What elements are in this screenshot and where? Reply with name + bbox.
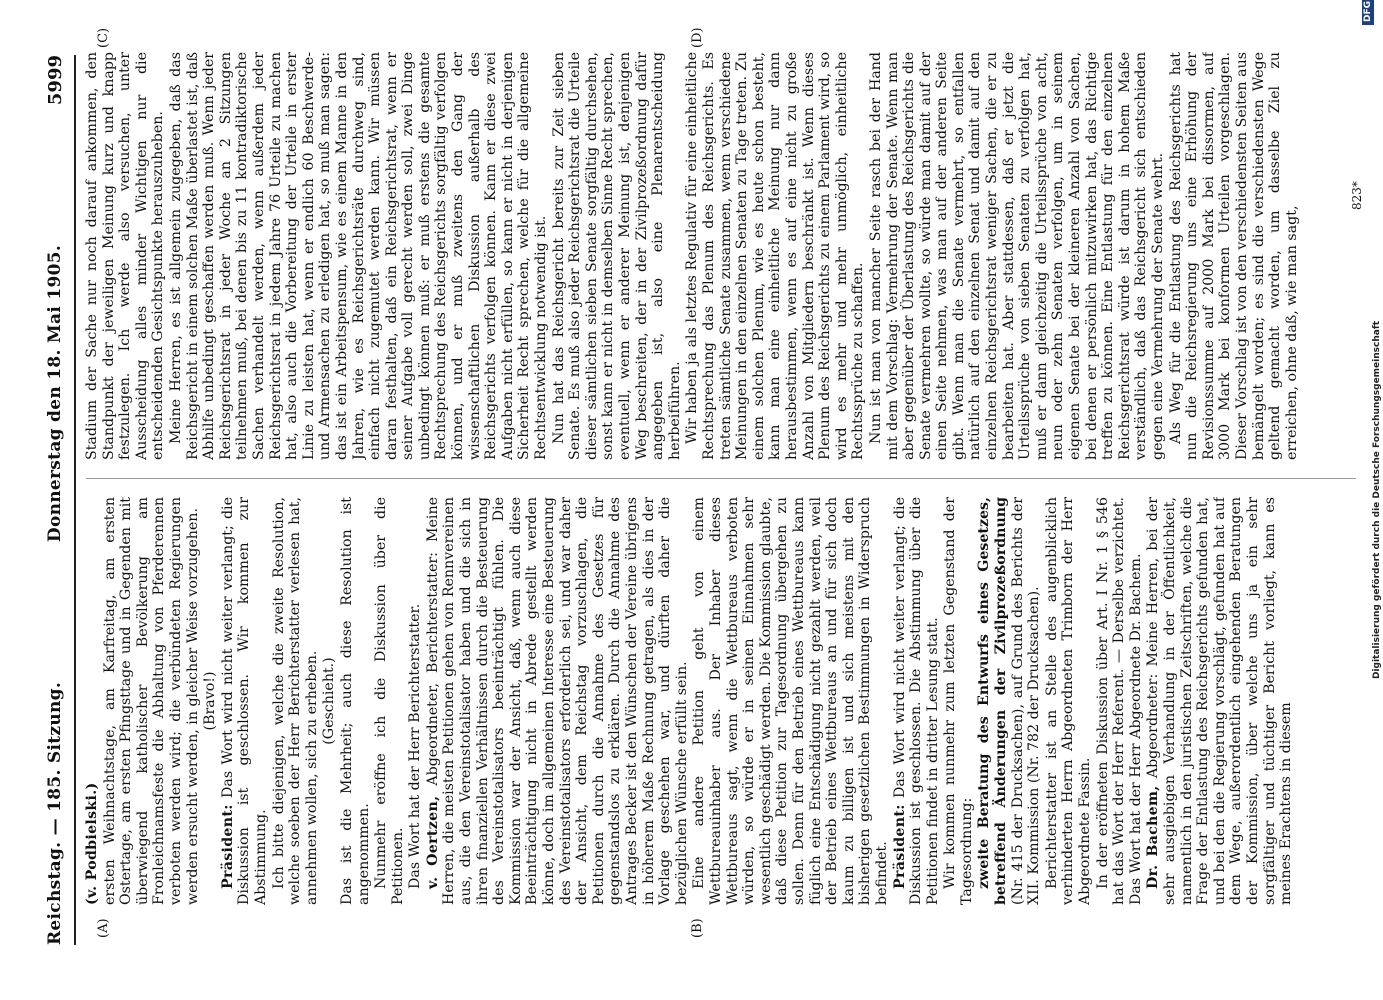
paragraph-text: Abgeordneter, Berichterstatter: Meine Herren, die meisten Petitionen gehen von Rennvereinen aus, die den Vereinstotalisator haben und die sich in ihren finanziellen Verhältnissen durch die Besteuerung des Vereinstotalisators beeinträchtigt fühlen. Die Kommission war der Ansicht, daß, wenn auch diese Beeinträchtigung nicht in Abrede gestellt werden könne, doch im allgemeinen Interesse eine Besteuerung des Vereinstotalisators erforderlich sei, und war daher der Ansicht, dem Reichstag vorzuschlagen, die Petitionen durch die Annahme des Gesetzes für gegenstandslos zu erklären. Durch die Annahme des Antrages Becker ist den Wünschen der Vereine übrigens in höherem Maße Rechnung getragen, als dies in der Vorlage geschehen war, und dürften daher die bezüglichen Wünsche erfüllt sein. [424, 497, 690, 905]
paragraph [102, 497, 202, 905]
paragraph-text: In der eröffneten Diskussion über Art. I Nr. 1 § 546 hat das Wort der Herr Referent. — Derselbe verzichtet. Das Wort hat der Herr Abgeordnete Dr. Bachem. [1094, 497, 1144, 905]
paragraph-text: Nunmehr eröffne ich die Diskussion über die Petitionen. [373, 497, 406, 905]
paragraph [220, 497, 270, 905]
paragraph [1168, 52, 1301, 460]
paragraph [1095, 497, 1145, 905]
page-header [40, 55, 70, 945]
agenda-heading: zweite Beratung des Entwurfs eines Gesetzes, betreffend Änderungen der Zivilprozeßordnung [976, 497, 1010, 905]
paragraph [84, 52, 167, 460]
paragraph-text: Eine andere Petition geht von einem Wettbureauinhaber aus. Der Inhaber dieses Wettbureaus sagt, wenn die Wettbureaus verboten würden, so würde er in seinen Einnahmen sehr wesentlich geschädigt werden. Die Kommission glaubte, daß diese Petition zur Tagesordnung übergehen zu sollen. Denn für den Betrieb eines Wettbureaus kann füglich eine Entschädigung nicht gezahlt werden, weil der Betrieb eines Wettbureaus an und für sich doch kaum zu billigen ist und sich meistens mit den bisherigen gesetzlichen Bestimmungen in Widerspruch befindet. [691, 497, 890, 905]
margin-marker-a: (A) [96, 918, 111, 938]
speaker-name: Dr. Bachem, [1145, 785, 1162, 889]
paragraph [84, 497, 101, 905]
column-divider [86, 478, 1356, 479]
paragraph [684, 52, 867, 460]
paragraph-text: Meine Herren, es ist allgemein zugegeben, daß das Reichsgericht in einem solchen Maße überlastet ist, daß Abhilfe unbedingt geschaffen werden muß. Wenn jeder Reichsgerichtsrat in jeder Woche an 2 Sitzungen teilnehmen muß, bei denen bis zu 11 kontradiktorische Sachen verhandelt werden, wenn außerdem jeder Reichsgerichtsrat in jedem Jahre 76 Urteile zu machen hat, also auch die Vorbereitung der Urteile in erster Linie zu leisten hat, wenn er endlich 60 Beschwerde- und Armensachen zu erledigen hat, so muß man sagen: das ist ein Arbeitspensum, wie es einem Manne in den Jahren, wie es Reichsgerichtsräte durchweg sind, einfach nicht zugemutet werden kann. Wir müssen daran festhalten, daß ein Reichsgerichtsrat, wenn er seiner Aufgabe voll gerecht werden soll, zwei Dinge unbedingt können muß: er muß erstens die gesamte Rechtsprechung des Reichsgerichts sorgfältig verfolgen können, und er muß zweitens den Gang der wissenschaftlichen Diskussion außerhalb des Reichsgerichts verfolgen können. Kann er diese zwei Aufgaben nicht erfüllen, so kann er nicht in derjenigen Sicherheit Recht sprechen, welche für die allgemeine Rechtsentwicklung notwendig ist. [167, 52, 550, 460]
paragraph [976, 497, 1042, 905]
margin-marker-d: (D) [690, 27, 705, 48]
speaker-name: v. Oertzen, [424, 795, 441, 889]
header-date: Donnerstag den 18. Mai 1905. [45, 244, 65, 543]
paragraph [339, 497, 372, 905]
paragraph-text: Das ist die Mehrheit; auch diese Resolution ist angenommen. [338, 497, 372, 905]
dfg-logo: DFG [1362, 0, 1374, 25]
paragraph-text: Das Wort hat der Herr Berichterstatter. [407, 603, 424, 889]
speaker-name: (v. Podbielski.) [84, 782, 100, 905]
paragraph [271, 497, 321, 905]
paragraph [1044, 497, 1094, 905]
paragraph [1145, 497, 1294, 905]
paragraph-text: Stadium der Sache nur noch darauf ankommen, den Standpunkt der jeweiligen Meinung kurz und knapp festzulegen. Ich werde also versuchen, unter Ausscheidung alles minder Wichtigen nur die entscheidenden Gesichtspunkte herauszuheben. [84, 52, 167, 460]
margin-marker-b: (B) [690, 918, 705, 938]
paragraph [551, 52, 684, 460]
paragraph-text: Berichterstatter ist an Stelle des augenblicklich verhinderten Herrn Abgeordneten Trimborn der Herr Abgeordnete Fassin. [1043, 497, 1094, 905]
header-rule [74, 55, 76, 945]
header-session: Reichstag. — 185. Sitzung. [45, 681, 65, 945]
digitization-credit: Digitalisierung gefördert durch die Deutsche Forschungsgemeinschaft [1372, 320, 1382, 680]
paragraph [868, 52, 1167, 460]
paragraph [892, 497, 942, 905]
paragraph [168, 52, 550, 460]
paragraph-text: Als Weg für die Entlastung des Reichsgerichts hat nun die Reichsregierung uns eine Erhöhung der Revisionssumme auf 2000 Mark bei dissormen, auf 3000 Mark bei konformen Urteilen vorgeschlagen. Dieser Vorschlag ist von den verschiedensten Seiten aus bemängelt worden; es sind die verschiedensten Wege geltend gemacht worden, um dasselbe Ziel zu erreichen, ohne daß, wie man sagt, [1167, 52, 1300, 460]
left-text-column [84, 497, 1364, 905]
paragraph-text: Nun hat das Reichsgericht bereits zur Zeit sieben Senate. Es muß also jeder Reichsgerichtsrat die Urteile dieser sämtlichen sieben Senate sorgfältig durchsehen, sonst kann er nicht in demselben Sinne Recht sprechen, eventuell, wenn er anderer Meinung ist, denjenigen Weg beschreiten, der in der Zivilprozeßordnung dafür angegeben ist, also eine Plenarentscheidung herbeiführen. [550, 52, 683, 460]
paragraph-text: Wir kommen nunmehr zum letzten Gegenstand der Tagesordnung: [942, 497, 975, 905]
paragraph [425, 497, 691, 905]
speaker-name: Präsident: [891, 804, 908, 889]
paragraph-text: (Geschieht.) [321, 657, 338, 745]
speaker-name: Präsident: [219, 804, 236, 889]
paragraph-text: Das Wort wird nicht weiter verlangt; die Diskussion ist geschlossen. Die Abstimmung über die Petitionen findet in dritter Lesung statt. [891, 497, 941, 905]
paragraph-text: Abgeordneter: Meine Herren, bei der sehr ausgiebigen Verhandlung in der Öffentlichkeit, namentlich in den juristischen Zeitschriften, welche die Frage der Entlastung des Reichsgerichts gefunden hat, und bei den die Regierung vorschlägt, gefunden hat auf dem Wege, außerordentlich eingehenden Beratungen der Kommission, über welche uns ja ein sehr sorgfältiger und tüchtiger Bericht vorliegt, kann es meines Erachtens in diesem [1145, 497, 1295, 905]
paragraph [407, 497, 424, 905]
paragraph-text: Nun ist man von mancher Seite rasch bei der Hand mit dem Vorschlag: Vermehrung der Senate. Wenn man aber gegenüber der Überlastung des Reichsgerichts die Senate vermehren wollte, so würde man damit auf der einen Seite nehmen, was man auf der anderen Seite gibt. Wenn man die Senate vermehrt, so entfallen natürlich auf den einzelnen Senat und damit auf den einzelnen Reichsgerichtsrat weniger Sachen, die er zu bearbeiten hat. Aber stattdessen, daß er jetzt die Urteilssprüche von sieben Senaten zu verfolgen hat, muß er dann gleichzeitig die Urteilssprüche von acht, neun oder zehn Senaten verfolgen, um in seinem eigenen Senate bei der kleineren Anzahl von Sachen, bei denen er persönlich mitzuwirken hat, das Richtige treffen zu können. Eine Entlastung für den einzelnen Reichsgerichtsrat würde ist darum in hohem Maße verständlich, daß das Reichsgericht sich entschieden gegen eine Vermehrung der Senate wehrt. [867, 52, 1166, 460]
paragraph-text: Das Wort wird nicht weiter verlangt; die Diskussion ist geschlossen. Wir kommen zur Abstimmung. [219, 497, 269, 905]
paragraph [202, 497, 219, 905]
paragraph-text: Ich bitte diejenigen, welche die zweite Resolution, welche soeben der Herr Berichterstatter verlesen hat, annehmen wollen, sich zu erheben. [270, 497, 320, 905]
paragraph-text: Wir haben ja als letztes Regulativ für eine einheitliche Rechtsprechung das Plenum des Reichsgerichts. Es treten sämtliche Senate zusammen, wenn verschiedene Meinungen in den einzelnen Senaten zu Tage treten. Zu einem solchen Plenum, wie es heute schon besteht, kann man eine einheitliche Meinung nur dann herausbestimmen, wenn es auf eine nicht zu große Anzahl von Mitgliedern beschränkt ist. Wenn dieses Plenum des Reichsgerichts zu einem Parlament wird, so wird es mehr und mehr unmöglich, einheitliche Rechtssprüche zu schaffen. [684, 52, 867, 460]
margin-marker-c: (C) [96, 27, 111, 48]
page-number: 5999 [44, 55, 66, 106]
paragraph-text: (Bravo!) [202, 671, 219, 731]
paragraph [321, 497, 338, 905]
right-text-column [84, 52, 1364, 460]
paragraph [373, 497, 406, 905]
paragraph-text: ersten Weihnachtstage, am Karfreitag, am ersten Ostertage, am ersten Pfingsttage und in Gegenden mit überwiegend katholischer Bevölkerung am Fronleichnamsfeste die Abhaltung von Pferderennen verboten werden wird; die verbündeten Regierungen werden ersucht werden, in gleicher Weise vorzugehen. [101, 497, 201, 905]
paragraph [942, 497, 975, 905]
paragraph [691, 497, 890, 905]
signature-mark: 823* [1350, 181, 1364, 210]
paragraph-text: (Nr. 415 der Drucksachen), auf Grund des Berichts der XII. Kommission (Nr. 782 der Drucksachen). [1009, 497, 1043, 905]
